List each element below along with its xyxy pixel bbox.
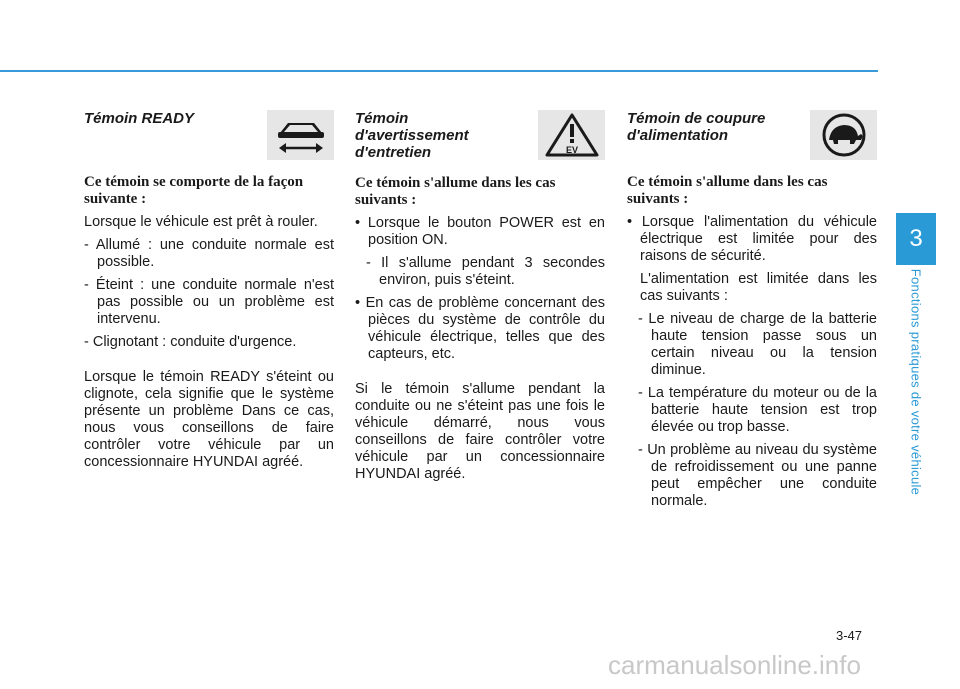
list-item: • En cas de problème concernant des pièces du système de contrôle du véhicule électrique, telles que des capteurs, etc. [355, 295, 605, 362]
note-text: Si le témoin s'allume pendant la conduite ou ne s'éteint pas une fois le véhicule démarré, nous vous conseillons de faire contrôler votre véhicule par un concessionnaire HYUNDAI agréé. [355, 381, 605, 482]
column-ready [84, 110, 334, 477]
list-subitem: - Le niveau de charge de la batterie haute tension passe sous un certain niveau ou la tension diminue. [638, 311, 877, 378]
ev-label: EV [565, 145, 578, 155]
top-rule [0, 70, 878, 72]
ev-warning-triangle-icon [538, 110, 605, 160]
watermark: carmanualsonline.info [608, 650, 861, 680]
section-subheading: Ce témoin s'allume dans les cas suivants : [355, 175, 556, 208]
list-subitem: - Il s'allume pendant 3 secondes environ, puis s'éteint. [366, 255, 605, 288]
chapter-tab: 3 [896, 213, 936, 265]
list-subitem: - Un problème au niveau du système de refroidissement ou une panne peut empêcher une conduite normale. [638, 442, 877, 509]
list-item: - Clignotant : conduite d'urgence. [84, 334, 297, 350]
page-number: 3-47 [836, 628, 863, 643]
section-subheading: Ce témoin s'allume dans les cas suivants : [627, 174, 828, 207]
column-power-limit [627, 110, 877, 516]
list-item: • Lorsque le bouton POWER est en position ON. [355, 215, 605, 248]
section-subheading: Ce témoin se comporte de la façon suivante : [84, 174, 304, 207]
list-item: - Allumé : une conduite normale est possible. [84, 237, 334, 270]
car-with-arrows-icon [267, 110, 334, 160]
chapter-title: Fonctions pratiques de votre véhicule [908, 268, 924, 496]
list-subitem: - La température du moteur ou de la batterie haute tension est trop élevée ou trop basse. [638, 385, 877, 435]
section-title: Témoin READY [84, 110, 195, 127]
section-title: Témoin de coupure d'alimentation [627, 110, 766, 144]
list-item: - Éteint : une conduite normale n'est pas possible ou un problème est intervenu. [84, 277, 334, 327]
note-text: Lorsque le témoin READY s'éteint ou clignote, cela signifie que le système présente un problème Dans ce cas, nous vous conseillons de faire contrôler votre véhicule par un concessionnaire HYUNDAI agréé. [84, 369, 334, 470]
list-item: • Lorsque l'alimentation du véhicule électrique est limitée pour des raisons de sécurité. [627, 214, 877, 264]
section-title: Témoin d'avertissement d'entretien [355, 110, 469, 161]
column-maintenance [355, 110, 605, 489]
list-item-text: L'alimentation est limitée dans les cas suivants : [640, 271, 877, 304]
turtle-icon [810, 110, 877, 160]
intro-text: Lorsque le véhicule est prêt à rouler. [84, 214, 318, 230]
